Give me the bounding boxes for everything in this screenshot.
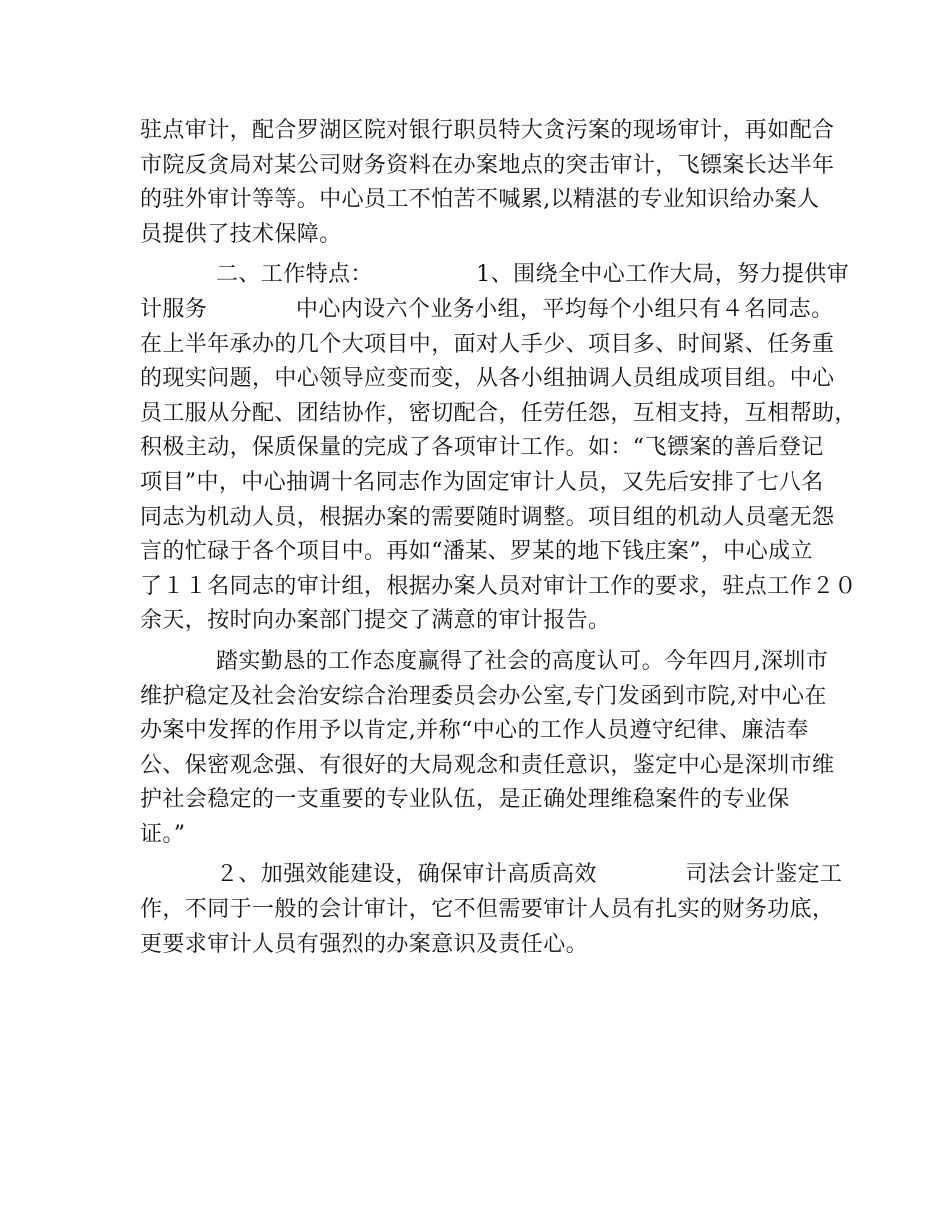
text-line: ２、加强效能建设，确保审计高质高效 司法会计鉴定工 xyxy=(216,862,843,888)
text-line: 维护稳定及社会治安综合治理委员会办公室,专门发函到市院,对中心在 xyxy=(140,683,827,709)
text-line: 市院反贪局对某公司财务资料在办案地点的突击审计，飞镖案长达半年 xyxy=(140,152,835,178)
document-page xyxy=(140,114,857,962)
text-line: 员工服从分配、团结协作，密切配合，任劳任怨，互相支持，互相帮助， xyxy=(140,400,857,426)
text-line: 计服务 中心内设六个业务小组，平均每个小组只有４名同志。 xyxy=(140,296,834,322)
paragraph-3 xyxy=(140,645,835,853)
text-line: 更要求审计人员有强烈的办案意识及责任心。 xyxy=(140,931,589,957)
paragraph-4 xyxy=(140,858,843,962)
text-line: 的驻外审计等等。中心员工不怕苦不喊累,以精湛的专业知识给办案人 xyxy=(140,187,820,213)
text-line: 二、工作特点： 1、围绕全中心工作大局，努力提供审 xyxy=(216,262,850,288)
text-line: 员提供了技术保障。 xyxy=(140,221,342,247)
text-line: 同志为机动人员，根据办案的需要随时调整。项目组的机动人员毫无怨 xyxy=(140,504,835,530)
text-line: 证。” xyxy=(140,821,186,847)
paragraph-2 xyxy=(140,258,857,639)
text-line: 余天，按时向办案部门提交了满意的审计报告。 xyxy=(140,608,611,634)
text-line: 的现实问题，中心领导应变而变，从各小组抽调人员组成项目组。中心 xyxy=(140,366,835,392)
text-line: 办案中发挥的作用予以肯定,并称“中心的工作人员遵守纪律、廉洁奉 xyxy=(140,718,809,744)
text-line: 驻点审计，配合罗湖区院对银行职员特大贪污案的现场审计，再如配合 xyxy=(140,118,835,143)
text-line: 了１１名同志的审计组，根据办案人员对审计工作的要求，驻点工作２０ xyxy=(140,573,857,599)
text-line: 项目”中，中心抽调十名同志作为固定审计人员，又先后安排了七八名 xyxy=(140,469,824,495)
paragraph-1 xyxy=(140,114,835,252)
text-line: 作，不同于一般的会计审计，它不但需要审计人员有扎实的财务功底， xyxy=(140,897,835,923)
text-line: 言的忙碌于各个项目中。再如“潘某、罗某的地下钱庄案”，中心成立 xyxy=(140,539,813,565)
text-line: 护社会稳定的一支重要的专业队伍，是正确处理维稳案件的专业保 xyxy=(140,787,790,813)
text-line: 积极主动，保质保量的完成了各项审计工作。如：“飞镖案的善后登记 xyxy=(140,435,824,461)
text-line: 在上半年承办的几个大项目中，面对人手少、项目多、时间紧、任务重 xyxy=(140,331,835,357)
text-line: 公、保密观念强、有很好的大局观念和责任意识，鉴定中心是深圳市维 xyxy=(140,752,835,778)
text-line: 踏实勤恳的工作态度赢得了社会的高度认可。今年四月,深圳市 xyxy=(216,648,829,674)
